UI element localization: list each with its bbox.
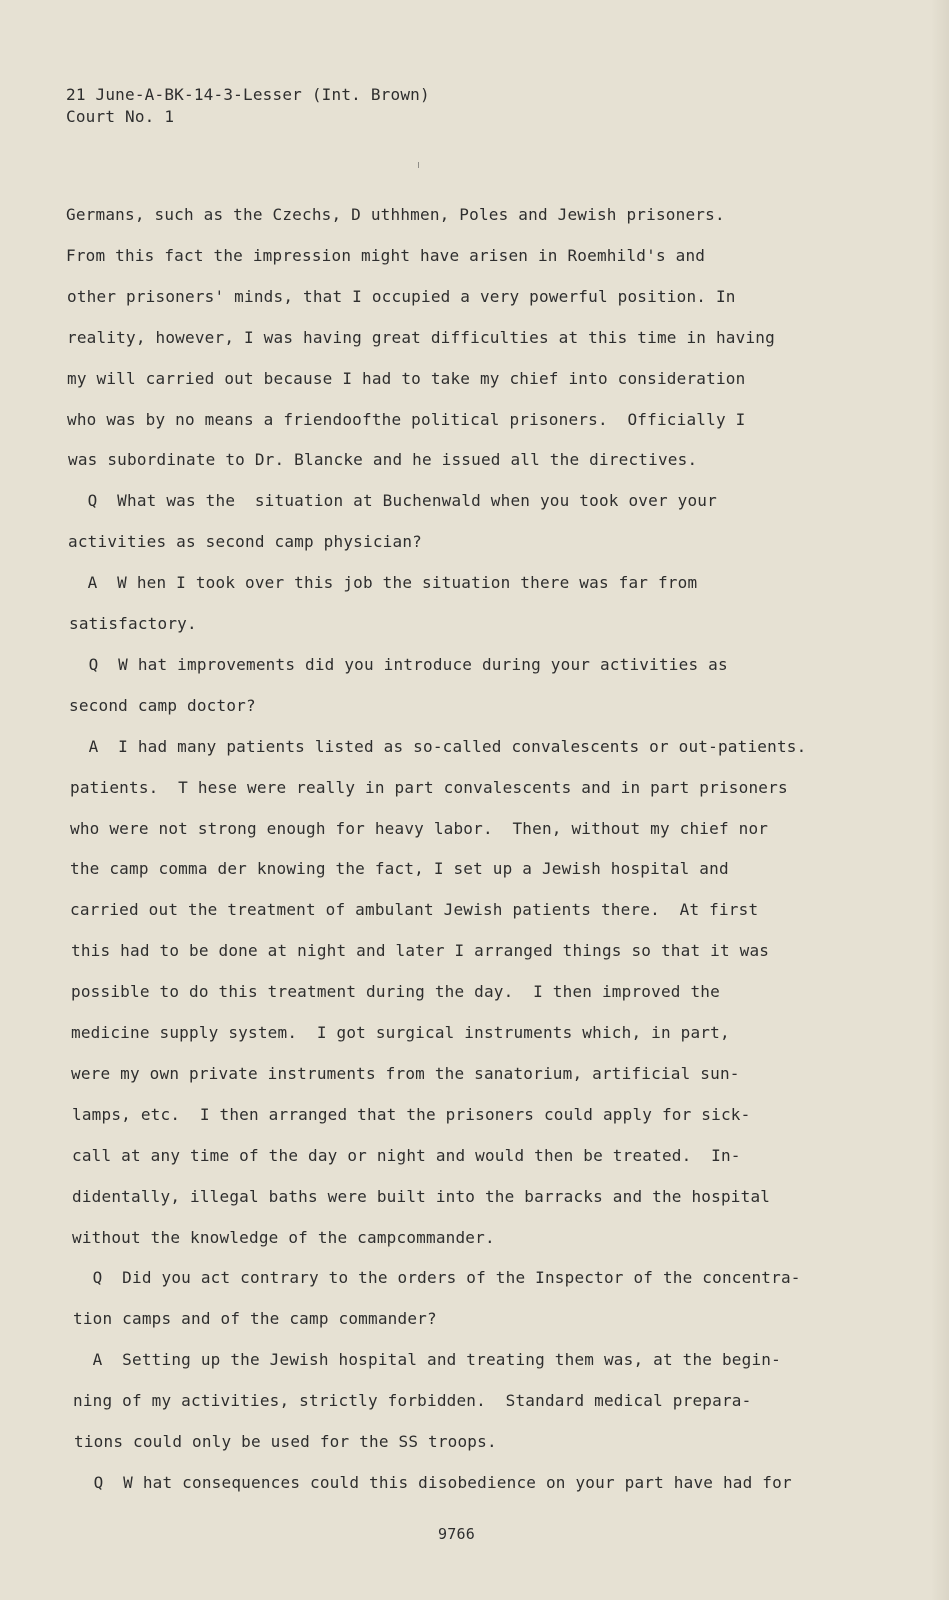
body-line: this had to be done at night and later I arranged things so that it was (71, 941, 770, 960)
body-line: second camp doctor? (69, 696, 256, 715)
body-line: satisfactory. (69, 614, 197, 633)
body-line: were my own private instruments from the sanatorium, artificial sun- (71, 1064, 740, 1083)
body-line: patients. T hese were really in part convalescents and in part prisoners (70, 778, 788, 797)
body-line: who were not strong enough for heavy labor. Then, without my chief nor (70, 819, 769, 838)
body-line: A W hen I took over this job the situation there was far from (68, 573, 698, 592)
body-line: was subordinate to Dr. Blancke and he issued all the directives. (68, 450, 698, 469)
body-line: the camp comma der knowing the fact, I set up a Jewish hospital and (70, 859, 729, 878)
body-line: reality, however, I was having great difficulties at this time in having (67, 328, 775, 347)
body-line: Q W hat improvements did you introduce during your activities as (69, 655, 728, 674)
header-case-reference: 21 June-A-BK-14-3-Lesser (Int. Brown) (66, 85, 430, 104)
body-line: activities as second camp physician? (68, 532, 422, 551)
body-line: without the knowledge of the campcommander. (72, 1228, 495, 1247)
body-line: possible to do this treatment during the day. I then improved the (71, 982, 720, 1001)
body-line: who was by no means a friendoofthe political prisoners. Officially I (67, 410, 746, 429)
body-line: call at any time of the day or night and would then be treated. In- (72, 1146, 741, 1165)
body-line: tions could only be used for the SS troops. (74, 1432, 497, 1451)
body-line: lamps, etc. I then arranged that the prisoners could apply for sick- (72, 1105, 751, 1124)
body-line: Q Did you act contrary to the orders of the Inspector of the concentra- (73, 1268, 801, 1287)
body-line: my will carried out because I had to take my chief into consideration (67, 369, 746, 388)
body-line: A Setting up the Jewish hospital and treating them was, at the begin- (73, 1350, 781, 1369)
header-court-number: Court No. 1 (66, 107, 175, 126)
page-number: 9766 (438, 1525, 475, 1543)
body-line: didentally, illegal baths were built into the barracks and the hospital (72, 1187, 771, 1206)
body-line: ning of my activities, strictly forbidden. Standard medical prepara- (73, 1391, 752, 1410)
body-line: A I had many patients listed as so-called convalescents or out-patients. (69, 737, 807, 756)
body-line: carried out the treatment of ambulant Jewish patients there. At first (70, 900, 759, 919)
body-line: Q What was the situation at Buchenwald when you took over your (68, 491, 717, 510)
body-line: other prisoners' minds, that I occupied a very powerful position. In (67, 287, 736, 306)
body-line: medicine supply system. I got surgical instruments which, in part, (71, 1023, 730, 1042)
body-line: tion camps and of the camp commander? (73, 1309, 437, 1328)
body-line: Q W hat consequences could this disobedience on your part have had for (74, 1473, 792, 1492)
body-line: From this fact the impression might have arisen in Roemhild's and (66, 246, 706, 265)
body-line: Germans, such as the Czechs, D uthhmen, Poles and Jewish prisoners. (66, 205, 725, 224)
